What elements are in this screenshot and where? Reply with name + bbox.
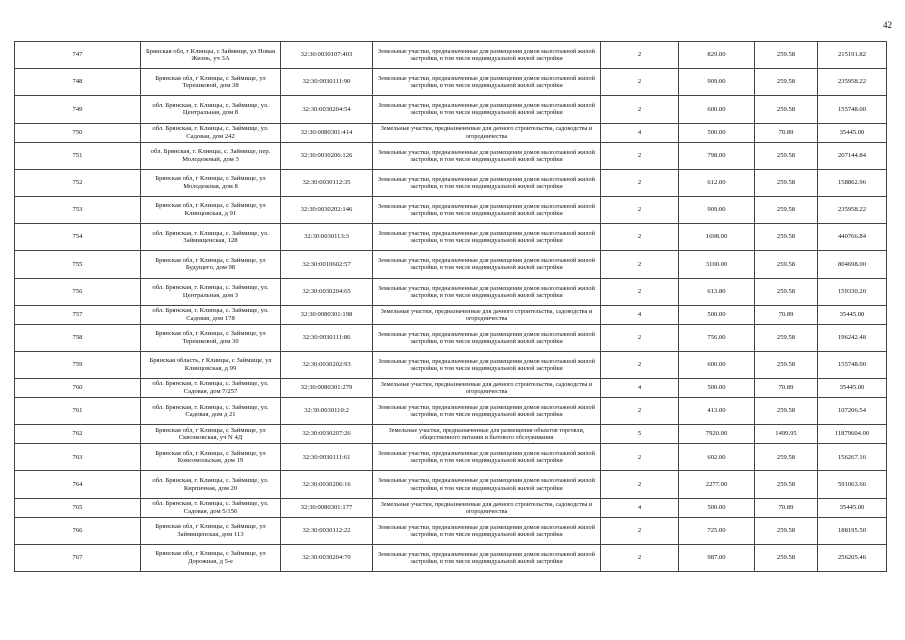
group-cell: 2 bbox=[601, 196, 679, 223]
land-use-cell: Земельные участки, предназначенные для размещения домов малоэтажной жилой застройки, в том числе индивидуальной жилой застройки bbox=[373, 169, 601, 196]
land-use-cell: Земельные участки, предназначенные для размещения домов малоэтажной жилой застройки, в том числе индивидуальной жилой застройки bbox=[373, 471, 601, 498]
cadastral-value-cell: 35445.00 bbox=[818, 305, 887, 324]
area-cell: 600.00 bbox=[679, 96, 755, 123]
specific-value-cell: 259.58 bbox=[755, 196, 818, 223]
address-cell: Брянская обл, г Клинцы, с Займище, ул Молодежная, дом 8 bbox=[141, 169, 281, 196]
land-use-cell: Земельные участки, предназначенные для размещения объектов торговли, общественного питания и бытового обслуживания bbox=[373, 425, 601, 444]
table-row bbox=[15, 69, 887, 96]
cadastral-value-cell: 256205.46 bbox=[818, 544, 887, 571]
land-use-cell: Земельные участки, предназначенные для размещения домов малоэтажной жилой застройки, в том числе индивидуальной жилой застройки bbox=[373, 42, 601, 69]
cadastral-value-cell: 35445.00 bbox=[818, 498, 887, 517]
cadastral-number-cell: 32:30:0030202:93 bbox=[281, 351, 373, 378]
area-cell: 3100.00 bbox=[679, 251, 755, 278]
cadastral-value-cell: 35445.00 bbox=[818, 379, 887, 398]
cadastral-value-cell: 207144.84 bbox=[818, 142, 887, 169]
group-cell: 2 bbox=[601, 251, 679, 278]
group-cell: 2 bbox=[601, 324, 679, 351]
cadastral-value-cell: 235958.22 bbox=[818, 69, 887, 96]
address-cell: обл. Брянская, г. Клинцы, с. Займище, ул. Садовая, дом 178 bbox=[141, 305, 281, 324]
cadastral-number-cell: 32:30:0030110:2 bbox=[281, 398, 373, 425]
row-number-cell: 764 bbox=[15, 471, 141, 498]
cadastral-value-cell: 11879604.00 bbox=[818, 425, 887, 444]
area-cell: 1698.00 bbox=[679, 224, 755, 251]
cadastral-value-cell: 591063.66 bbox=[818, 471, 887, 498]
cadastral-value-cell: 188195.50 bbox=[818, 517, 887, 544]
area-cell: 725.00 bbox=[679, 517, 755, 544]
row-number-cell: 766 bbox=[15, 517, 141, 544]
group-cell: 4 bbox=[601, 379, 679, 398]
table-body bbox=[15, 42, 887, 572]
area-cell: 602.00 bbox=[679, 444, 755, 471]
table-row bbox=[15, 471, 887, 498]
row-number-cell: 753 bbox=[15, 196, 141, 223]
specific-value-cell: 70.89 bbox=[755, 123, 818, 142]
table-row bbox=[15, 425, 887, 444]
area-cell: 756.00 bbox=[679, 324, 755, 351]
row-number-cell: 751 bbox=[15, 142, 141, 169]
address-cell: Брянская обл, г Клинцы, с Займище, ул Терешковой, дом 30 bbox=[141, 324, 281, 351]
row-number-cell: 761 bbox=[15, 398, 141, 425]
address-cell: Брянская обл, г Клинцы, с Займище, ул Дорожная, д 5-е bbox=[141, 544, 281, 571]
group-cell: 2 bbox=[601, 69, 679, 96]
row-number-cell: 765 bbox=[15, 498, 141, 517]
area-cell: 7920.00 bbox=[679, 425, 755, 444]
group-cell: 2 bbox=[601, 544, 679, 571]
cadastral-number-cell: 32:30:0030202:146 bbox=[281, 196, 373, 223]
address-cell: Брянская обл, г Клинцы, с Займище, ул Новая Жизнь, уч 3А bbox=[141, 42, 281, 69]
address-cell: Брянская обл, г Клинцы, с Займище, ул Будущего, дом 98 bbox=[141, 251, 281, 278]
cadastral-number-cell: 32:30:0030107:403 bbox=[281, 42, 373, 69]
cadastral-number-cell: 32:30:0030111:61 bbox=[281, 444, 373, 471]
land-use-cell: Земельные участки, предназначенные для размещения домов малоэтажной жилой застройки, в том числе индивидуальной жилой застройки bbox=[373, 517, 601, 544]
address-cell: Брянская обл, г Клинцы, с Займище, ул Клинцовская, д 91 bbox=[141, 196, 281, 223]
row-number-cell: 762 bbox=[15, 425, 141, 444]
address-cell: обл. Брянская, г. Клинцы, с. Займище, ул. Займищенская, 128 bbox=[141, 224, 281, 251]
area-cell: 613.80 bbox=[679, 278, 755, 305]
cadastral-value-cell: 35445.00 bbox=[818, 123, 887, 142]
address-cell: обл. Брянская, г. Клинцы, с. Займище, ул. Центральная, дом 3 bbox=[141, 278, 281, 305]
specific-value-cell: 259.58 bbox=[755, 69, 818, 96]
address-cell: Брянская обл, г Клинцы, с Займище, ул Займищенская, дом 113 bbox=[141, 517, 281, 544]
table-row bbox=[15, 123, 887, 142]
row-number-cell: 747 bbox=[15, 42, 141, 69]
group-cell: 2 bbox=[601, 169, 679, 196]
group-cell: 4 bbox=[601, 123, 679, 142]
specific-value-cell: 259.58 bbox=[755, 544, 818, 571]
land-use-cell: Земельные участки, предназначенные для размещения домов малоэтажной жилой застройки, в том числе индивидуальной жилой застройки bbox=[373, 278, 601, 305]
land-use-cell: Земельные участки, предназначенные для размещения домов малоэтажной жилой застройки, в том числе индивидуальной жилой застройки bbox=[373, 444, 601, 471]
address-cell: обл. Брянская, г. Клинцы, с. Займище, ул. Садовая, дом 242 bbox=[141, 123, 281, 142]
table-row bbox=[15, 379, 887, 398]
cadastral-number-cell: 32:30:0030206:16 bbox=[281, 471, 373, 498]
cadastral-value-cell: 155748.00 bbox=[818, 351, 887, 378]
table-row bbox=[15, 398, 887, 425]
area-cell: 413.00 bbox=[679, 398, 755, 425]
group-cell: 2 bbox=[601, 224, 679, 251]
area-cell: 2277.00 bbox=[679, 471, 755, 498]
table-row bbox=[15, 142, 887, 169]
group-cell: 2 bbox=[601, 444, 679, 471]
cadastral-number-cell: 32:30:0030111:90 bbox=[281, 69, 373, 96]
row-number-cell: 756 bbox=[15, 278, 141, 305]
cadastral-value-table bbox=[14, 41, 887, 572]
cadastral-number-cell: 32:30:0030112:35 bbox=[281, 169, 373, 196]
table-row bbox=[15, 544, 887, 571]
area-cell: 500.00 bbox=[679, 498, 755, 517]
group-cell: 2 bbox=[601, 142, 679, 169]
specific-value-cell: 1499.95 bbox=[755, 425, 818, 444]
cadastral-number-cell: 32:30:0080301:279 bbox=[281, 379, 373, 398]
cadastral-value-cell: 159330.20 bbox=[818, 278, 887, 305]
specific-value-cell: 259.58 bbox=[755, 224, 818, 251]
table-row bbox=[15, 96, 887, 123]
table-row bbox=[15, 278, 887, 305]
row-number-cell: 760 bbox=[15, 379, 141, 398]
cadastral-number-cell: 32:30:0030113:3 bbox=[281, 224, 373, 251]
address-cell: Брянская область, г Клинцы, с Займище, ул Клинцовская, д 99 bbox=[141, 351, 281, 378]
row-number-cell: 755 bbox=[15, 251, 141, 278]
area-cell: 798.00 bbox=[679, 142, 755, 169]
address-cell: Брянская обл, г Клинцы, с Займище, ул Комсомольская, дом 19 bbox=[141, 444, 281, 471]
row-number-cell: 767 bbox=[15, 544, 141, 571]
table-row bbox=[15, 251, 887, 278]
specific-value-cell: 259.58 bbox=[755, 471, 818, 498]
row-number-cell: 763 bbox=[15, 444, 141, 471]
land-use-cell: Земельные участки, предназначенные для размещения домов малоэтажной жилой застройки, в том числе индивидуальной жилой застройки bbox=[373, 251, 601, 278]
group-cell: 2 bbox=[601, 96, 679, 123]
cadastral-number-cell: 32:30:0030111:86 bbox=[281, 324, 373, 351]
cadastral-value-cell: 440766.84 bbox=[818, 224, 887, 251]
address-cell: обл. Брянская, г. Клинцы, с. Займище, ул. Центральная, дом 8 bbox=[141, 96, 281, 123]
area-cell: 909.00 bbox=[679, 196, 755, 223]
group-cell: 2 bbox=[601, 398, 679, 425]
cadastral-number-cell: 32:30:0030204:54 bbox=[281, 96, 373, 123]
cadastral-number-cell: 32:30:0080301:414 bbox=[281, 123, 373, 142]
group-cell: 2 bbox=[601, 517, 679, 544]
area-cell: 500.00 bbox=[679, 305, 755, 324]
cadastral-value-cell: 156267.16 bbox=[818, 444, 887, 471]
land-use-cell: Земельные участки, предназначенные для размещения домов малоэтажной жилой застройки, в том числе индивидуальной жилой застройки bbox=[373, 351, 601, 378]
address-cell: обл. Брянская, г. Клинцы, с. Займище, ул. Садовая, дом 5/156 bbox=[141, 498, 281, 517]
cadastral-number-cell: 32:30:0010602:57 bbox=[281, 251, 373, 278]
row-number-cell: 750 bbox=[15, 123, 141, 142]
cadastral-value-cell: 235958.22 bbox=[818, 196, 887, 223]
specific-value-cell: 259.58 bbox=[755, 351, 818, 378]
land-use-cell: Земельные участки, предназначенные для дачного строительства, садоводства и огородничества bbox=[373, 498, 601, 517]
table-row bbox=[15, 517, 887, 544]
row-number-cell: 748 bbox=[15, 69, 141, 96]
table-row bbox=[15, 224, 887, 251]
land-use-cell: Земельные участки, предназначенные для размещения домов малоэтажной жилой застройки, в том числе индивидуальной жилой застройки bbox=[373, 398, 601, 425]
page-number: 42 bbox=[883, 20, 892, 30]
row-number-cell: 752 bbox=[15, 169, 141, 196]
specific-value-cell: 259.58 bbox=[755, 251, 818, 278]
table-row bbox=[15, 169, 887, 196]
area-cell: 500.00 bbox=[679, 379, 755, 398]
row-number-cell: 754 bbox=[15, 224, 141, 251]
table-row bbox=[15, 498, 887, 517]
row-number-cell: 757 bbox=[15, 305, 141, 324]
group-cell: 2 bbox=[601, 42, 679, 69]
land-use-cell: Земельные участки, предназначенные для размещения домов малоэтажной жилой застройки, в том числе индивидуальной жилой застройки bbox=[373, 142, 601, 169]
address-cell: обл. Брянская, г. Клинцы, с. Займище, ул. Кирпичная, дом 20 bbox=[141, 471, 281, 498]
area-cell: 600.00 bbox=[679, 351, 755, 378]
row-number-cell: 749 bbox=[15, 96, 141, 123]
group-cell: 4 bbox=[601, 498, 679, 517]
row-number-cell: 759 bbox=[15, 351, 141, 378]
land-use-cell: Земельные участки, предназначенные для размещения домов малоэтажной жилой застройки, в том числе индивидуальной жилой застройки bbox=[373, 96, 601, 123]
specific-value-cell: 259.58 bbox=[755, 324, 818, 351]
table-row bbox=[15, 324, 887, 351]
land-use-cell: Земельные участки, предназначенные для дачного строительства, садоводства и огородничества bbox=[373, 379, 601, 398]
table-row bbox=[15, 444, 887, 471]
address-cell: обл. Брянская, г. Клинцы, с. Займище, пер. Молодежный, дом 3 bbox=[141, 142, 281, 169]
cadastral-number-cell: 32:30:0030206:126 bbox=[281, 142, 373, 169]
cadastral-value-cell: 215191.82 bbox=[818, 42, 887, 69]
area-cell: 612.00 bbox=[679, 169, 755, 196]
address-cell: обл. Брянская, г. Клинцы, с. Займище, ул. Садовая, дом д 21 bbox=[141, 398, 281, 425]
specific-value-cell: 70.89 bbox=[755, 498, 818, 517]
area-cell: 829.00 bbox=[679, 42, 755, 69]
specific-value-cell: 70.89 bbox=[755, 379, 818, 398]
specific-value-cell: 259.58 bbox=[755, 517, 818, 544]
cadastral-number-cell: 32:30:0030207:26 bbox=[281, 425, 373, 444]
specific-value-cell: 259.58 bbox=[755, 278, 818, 305]
cadastral-number-cell: 32:30:0080301:177 bbox=[281, 498, 373, 517]
table-row bbox=[15, 42, 887, 69]
land-use-cell: Земельные участки, предназначенные для размещения домов малоэтажной жилой застройки, в том числе индивидуальной жилой застройки bbox=[373, 69, 601, 96]
group-cell: 2 bbox=[601, 351, 679, 378]
specific-value-cell: 259.58 bbox=[755, 444, 818, 471]
specific-value-cell: 259.58 bbox=[755, 42, 818, 69]
cadastral-number-cell: 32:30:0080301:198 bbox=[281, 305, 373, 324]
specific-value-cell: 259.58 bbox=[755, 96, 818, 123]
row-number-cell: 758 bbox=[15, 324, 141, 351]
land-use-cell: Земельные участки, предназначенные для размещения домов малоэтажной жилой застройки, в том числе индивидуальной жилой застройки bbox=[373, 544, 601, 571]
land-use-cell: Земельные участки, предназначенные для дачного строительства, садоводства и огородничества bbox=[373, 123, 601, 142]
table-row bbox=[15, 351, 887, 378]
specific-value-cell: 259.58 bbox=[755, 169, 818, 196]
land-use-cell: Земельные участки, предназначенные для размещения домов малоэтажной жилой застройки, в том числе индивидуальной жилой застройки bbox=[373, 196, 601, 223]
cadastral-value-cell: 158862.96 bbox=[818, 169, 887, 196]
table-row bbox=[15, 196, 887, 223]
area-cell: 909.00 bbox=[679, 69, 755, 96]
address-cell: Брянская обл, г Клинцы, с Займище, ул Терешковой, дом 38 bbox=[141, 69, 281, 96]
area-cell: 500.00 bbox=[679, 123, 755, 142]
cadastral-number-cell: 32:30:0030204:70 bbox=[281, 544, 373, 571]
specific-value-cell: 259.58 bbox=[755, 142, 818, 169]
land-use-cell: Земельные участки, предназначенные для дачного строительства, садоводства и огородничества bbox=[373, 305, 601, 324]
group-cell: 2 bbox=[601, 278, 679, 305]
cadastral-value-cell: 196242.48 bbox=[818, 324, 887, 351]
cadastral-number-cell: 32:30:0030112:22 bbox=[281, 517, 373, 544]
cadastral-value-cell: 155748.00 bbox=[818, 96, 887, 123]
group-cell: 4 bbox=[601, 305, 679, 324]
cadastral-value-cell: 107206.54 bbox=[818, 398, 887, 425]
area-cell: 987.00 bbox=[679, 544, 755, 571]
cadastral-number-cell: 32:30:0030204:65 bbox=[281, 278, 373, 305]
address-cell: Брянская обл, г Клинцы, с Займище, ул Сквозковская, уч N 4Д bbox=[141, 425, 281, 444]
land-use-cell: Земельные участки, предназначенные для размещения домов малоэтажной жилой застройки, в том числе индивидуальной жилой застройки bbox=[373, 324, 601, 351]
group-cell: 2 bbox=[601, 471, 679, 498]
specific-value-cell: 70.89 bbox=[755, 305, 818, 324]
land-use-cell: Земельные участки, предназначенные для размещения домов малоэтажной жилой застройки, в том числе индивидуальной жилой застройки bbox=[373, 224, 601, 251]
specific-value-cell: 259.58 bbox=[755, 398, 818, 425]
table-row bbox=[15, 305, 887, 324]
cadastral-value-cell: 804698.00 bbox=[818, 251, 887, 278]
address-cell: обл. Брянская, г. Клинцы, с. Займище, ул. Садовая, дом 7/257 bbox=[141, 379, 281, 398]
group-cell: 5 bbox=[601, 425, 679, 444]
